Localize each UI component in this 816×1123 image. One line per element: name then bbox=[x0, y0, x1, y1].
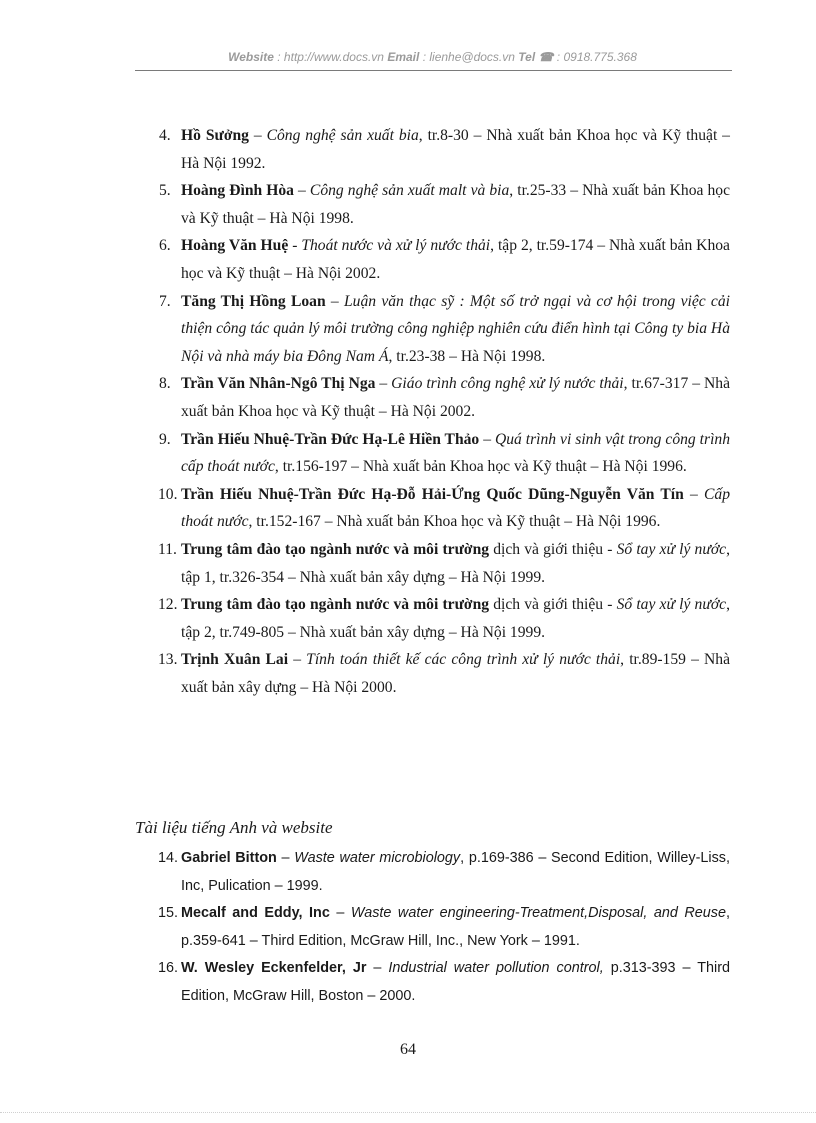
reference-item bbox=[135, 955, 730, 1010]
reference-details: , tập 2, tr.749-805 – Nhà xuất bản xây dựng – Hà Nội 1999. bbox=[181, 596, 730, 641]
website-value[interactable]: : http://www.docs.vn bbox=[277, 50, 384, 64]
reference-details: , tr.156-197 – Nhà xuất bản Khoa học và Kỹ thuật – Hà Nội 1996. bbox=[274, 458, 687, 476]
section-title: Tài liệu tiếng Anh và website bbox=[135, 818, 333, 837]
reference-details: , tr.67-317 – Nhà xuất bản Khoa học và Kỹ thuật – Hà Nội 2002. bbox=[181, 375, 730, 420]
reference-item bbox=[135, 177, 730, 232]
reference-item bbox=[135, 646, 730, 701]
reference-item bbox=[135, 536, 730, 591]
reference-title: Quá trình vi sinh vật trong công trình cấp thoát nước bbox=[181, 430, 731, 476]
reference-number: 15. bbox=[158, 905, 179, 922]
reference-author: Gabriel Bitton bbox=[181, 850, 277, 866]
header-divider bbox=[135, 70, 732, 71]
reference-author: Tăng Thị Hồng Loan bbox=[181, 292, 326, 310]
reference-item bbox=[135, 288, 730, 371]
reference-author: Trần Hiếu Nhuệ-Trần Đức Hạ-Lê Hiền Thảo bbox=[181, 430, 480, 448]
reference-title: Sổ tay xử lý nước bbox=[616, 596, 727, 614]
reference-details: , p.169-386 – Second Edition, Willey-Liss, Inc, Pulication – 1999. bbox=[181, 850, 730, 894]
reference-title: Tính toán thiết kế các công trình xử lý nước thải bbox=[306, 651, 621, 669]
reference-details: , tập 2, tr.59-174 – Nhà xuất bản Khoa học và Kỹ thuật – Hà Nội 2002. bbox=[181, 237, 730, 282]
reference-author: Trung tâm đào tạo ngành nước và môi trường bbox=[181, 540, 490, 558]
reference-author: Hoàng Đình Hòa bbox=[181, 182, 294, 200]
reference-details: , tr.23-38 – Hà Nội 1998. bbox=[388, 347, 546, 365]
reference-number: 12. bbox=[158, 596, 178, 614]
reference-title: Công nghệ sản xuất bia bbox=[266, 127, 419, 144]
reference-separator: dịch và giới thiệu - bbox=[489, 596, 617, 614]
reference-separator: – bbox=[375, 375, 392, 393]
website-label: Website bbox=[228, 50, 274, 64]
reference-number: 7. bbox=[159, 292, 171, 310]
reference-title: Waste water engineering-Treatment,Disposal, and Reuse bbox=[350, 905, 726, 922]
reference-details: p.313-393 – Third Edition, McGraw Hill, Boston – 2000. bbox=[181, 960, 731, 1004]
reference-list-english bbox=[135, 845, 730, 1011]
reference-item bbox=[135, 900, 730, 955]
footer-divider bbox=[0, 1112, 816, 1113]
reference-details: , tr.25-33 – Nhà xuất bản Khoa học và Kỹ thuật – Hà Nội 1998. bbox=[181, 182, 731, 227]
reference-author: Trần Hiếu Nhuệ-Trần Đức Hạ-Đỗ Hải-Ứng Quốc Dũng-Nguyễn Văn Tín bbox=[181, 485, 684, 503]
reference-item bbox=[135, 481, 730, 536]
reference-item bbox=[135, 845, 730, 900]
reference-number: 14. bbox=[158, 850, 179, 866]
reference-number: 6. bbox=[159, 237, 171, 255]
reference-author: Hoàng Văn Huệ bbox=[181, 237, 289, 255]
reference-details: , tr.89-159 – Nhà xuất bản xây dựng – Hà Nội 2000. bbox=[181, 651, 730, 696]
reference-author: Trung tâm đào tạo ngành nước và môi trường bbox=[181, 596, 490, 614]
reference-title: Waste water microbiology bbox=[294, 850, 461, 866]
tel-value: : 0918.775.368 bbox=[556, 50, 637, 64]
reference-number: 5. bbox=[159, 182, 171, 200]
reference-number: 4. bbox=[159, 127, 171, 144]
reference-item bbox=[135, 591, 730, 646]
reference-title: Công nghệ sản xuất malt và bia bbox=[309, 182, 510, 200]
tel-label: Tel ☎ bbox=[518, 50, 554, 64]
reference-author: Trịnh Xuân Lai bbox=[181, 651, 289, 669]
reference-author: Mecalf and Eddy, Inc bbox=[181, 905, 330, 922]
reference-separator: – bbox=[366, 960, 389, 977]
reference-details: , p.359-641 – Third Edition, McGraw Hill, Inc., New York – 1991. bbox=[181, 905, 730, 949]
reference-details: , tr.8-30 – Nhà xuất bản Khoa học và Kỹ thuật – Hà Nội 1992. bbox=[181, 127, 730, 172]
reference-number: 10. bbox=[158, 485, 178, 503]
reference-author: Trần Văn Nhân-Ngô Thị Nga bbox=[181, 375, 376, 393]
reference-title: Cấp thoát nước bbox=[181, 485, 730, 531]
reference-separator: – bbox=[329, 905, 351, 922]
reference-item bbox=[135, 122, 730, 177]
reference-item bbox=[135, 232, 730, 287]
reference-number: 13. bbox=[158, 651, 178, 669]
reference-title: Sổ tay xử lý nước bbox=[616, 540, 727, 558]
email-label: Email bbox=[387, 50, 420, 64]
page-number: 64 bbox=[400, 1041, 416, 1058]
reference-title: Thoát nước và xử lý nước thải bbox=[301, 237, 491, 255]
reference-title: Industrial water pollution control, bbox=[388, 960, 604, 977]
reference-separator: dịch và giới thiệu - bbox=[489, 540, 617, 558]
reference-separator: – bbox=[276, 850, 295, 866]
email-value[interactable]: : lienhe@docs.vn bbox=[422, 50, 515, 64]
reference-separator: – bbox=[248, 127, 267, 144]
reference-separator: – bbox=[288, 651, 307, 669]
reference-item bbox=[135, 426, 730, 481]
reference-list-vietnamese bbox=[135, 122, 730, 701]
reference-details: , tập 1, tr.326-354 – Nhà xuất bản xây dựng – Hà Nội 1999. bbox=[181, 540, 730, 586]
reference-author: Hồ Sưởng bbox=[181, 127, 249, 144]
reference-number: 16. bbox=[158, 960, 179, 977]
reference-separator: – bbox=[479, 430, 495, 448]
reference-item bbox=[135, 370, 730, 425]
reference-author: W. Wesley Eckenfelder, Jr bbox=[181, 960, 367, 977]
reference-separator: – bbox=[683, 485, 704, 503]
reference-title: Luận văn thạc sỹ : Một số trở ngại và cơ hội trong việc cải thiện công tác quản lý môi trường công nghiệp nghiên cứu điển hình tại Công ty bia Hà Nội và nhà máy bia Đông Nam Á bbox=[181, 292, 730, 365]
reference-title: Giáo trình công nghệ xử lý nước thải bbox=[391, 375, 624, 393]
reference-details: , tr.152-167 – Nhà xuất bản Khoa học và Kỹ thuật – Hà Nội 1996. bbox=[248, 513, 661, 531]
reference-separator: - bbox=[288, 237, 302, 255]
reference-separator: – bbox=[325, 292, 344, 310]
reference-separator: – bbox=[293, 182, 310, 200]
reference-number: 11. bbox=[158, 540, 177, 558]
reference-number: 9. bbox=[159, 430, 171, 448]
reference-number: 8. bbox=[159, 375, 171, 393]
page-header bbox=[135, 50, 730, 64]
